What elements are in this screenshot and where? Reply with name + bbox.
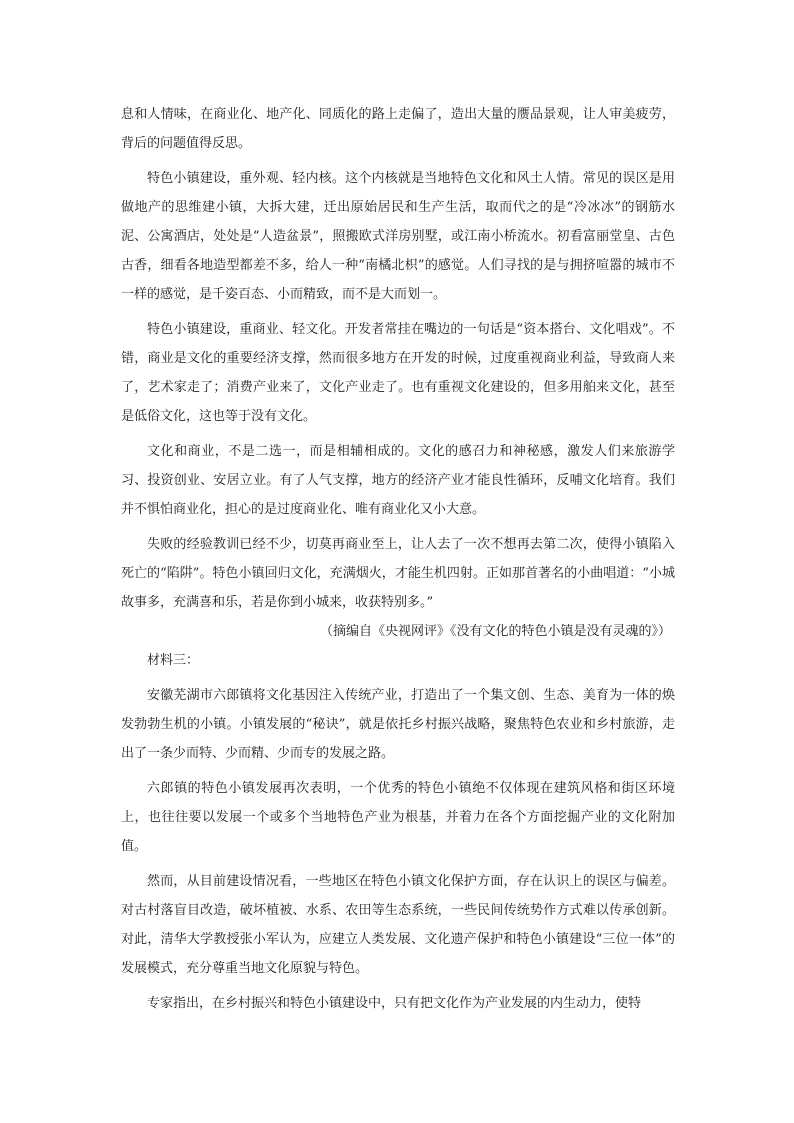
paragraph: 然而，从目前建设情况看，一些地区在特色小镇文化保护方面，存在认识上的误区与偏差。对古村落盲目改造，破坏植被、水系、农田等生态系统，一些民间传统势作方式难以传承创新。对此，清华大学教授张小军认为，应建立人类发展、文化遗产保护和特色小镇建设“三位一体”的发展模式，充分尊重当地文化原貌与特色。 — [121, 874, 675, 976]
source-citation: （摘编自《央视网评》《没有文化的特色小镇是没有灵魂的》） — [319, 624, 671, 639]
paragraph: 安徽芜湖市六郎镇将文化基因注入传统产业，打造出了一个集文创、生态、美育为一体的焕发勃勃生机的小镇。小镇发展的“秘诀”，就是依托乡村振兴战略，聚焦特色农业和乡村旅游，走出了一条少而特、少而精、少而专的发展之路。 — [121, 688, 675, 761]
paragraph: 失败的经验教训已经不少，切莫再商业至上，让人去了一次不想再去第二次，使得小镇陷入死亡的“陷阱”。特色小镇回归文化，充满烟火，才能生机四射。正如那首著名的小曲唱道：“小城故事多，充满喜和乐，若是你到小城来，收获特别多。” — [121, 537, 675, 610]
paragraph-continued: 专家指出，在乡村振兴和特色小镇建设中，只有把文化作为产业发展的内生动力，使特 — [147, 996, 642, 1011]
article-body — [121, 100, 675, 1018]
paragraph: 六郎镇的特色小镇发展再次表明，一个优秀的特色小镇绝不仅体现在建筑风格和街区环境上，也往往要以发展一个或多个当地特色产业为根基，并着力在各个方面挖掘产业的文化附加值。 — [121, 781, 675, 854]
paragraph: 文化和商业，不是二选一，而是相辅相成的。文化的感召力和神秘感，激发人们来旅游学习、投资创业、安居立业。有了人气支撑，地方的经济产业才能良性循环，反哺文化培育。我们并不惧怕商业化，担心的是过度商业化、唯有商业化又小大意。 — [121, 444, 675, 517]
material-label: 材料三： — [147, 653, 200, 668]
paragraph-continuation: 息和人情味，在商业化、地产化、同质化的路上走偏了，造出大量的赝品景观，让人审美疲劳，背后的问题值得反思。 — [121, 107, 675, 151]
paragraph: 特色小镇建设，重商业、轻文化。开发者常挂在嘴边的一句话是“资本搭台、文化唱戏”。不错，商业是文化的重要经济支撑，然而很多地方在开发的时候，过度重视商业利益，导致商人来了，艺术家走了；消费产业来了，文化产业走了。也有重视文化建设的，但多用舶来文化，甚至是低俗文化，这也等于没有文化。 — [121, 322, 675, 424]
paragraph: 特色小镇建设，重外观、轻内核。这个内核就是当地特色文化和风土人情。常见的误区是用做地产的思维建小镇，大拆大建，迁出原始居民和生产生活，取而代之的是“冷冰冰”的钢筋水泥、公寓酒店，处处是“人造盆景”，照搬欧式洋房别墅，或江南小桥流水。初看富丽堂皇、古色古香，细看各地造型都差不多，给人一种“南橘北枳”的感觉。人们寻找的是与拥挤喧嚣的城市不一样的感觉，是千姿百态、小而精致，而不是大而划一。 — [121, 171, 675, 302]
